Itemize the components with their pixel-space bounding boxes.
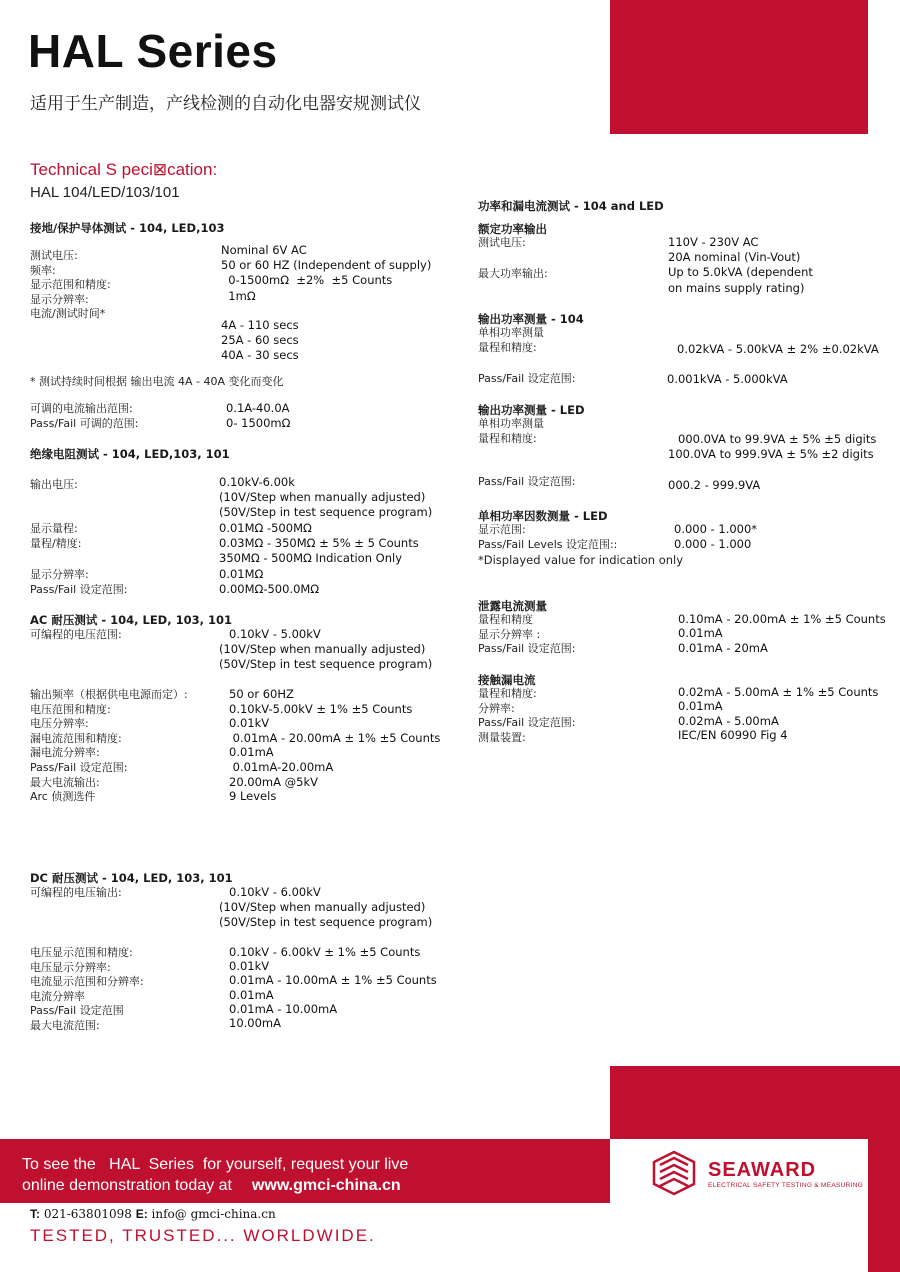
touch-value: 0.02mA - 5.00mA [678,713,779,728]
ac-prog-value: (50V/Step in test sequence program) [219,657,433,672]
power-leakage-heading: 功率和漏电流测试 - 104 and LED [478,199,664,213]
insulation-output-values [219,475,432,521]
power104-pf-label: Pass/Fail 设定范围: [478,372,576,385]
cta-text [22,1154,408,1196]
dc-value: 0.01mA - 10.00mA [229,1001,338,1016]
dc-prog-values [219,885,432,931]
ac-label: 最大电流输出: [30,775,100,789]
cta-line-1: To see the HAL Series for yourself, request your live [22,1156,409,1173]
powerled-value: 100.0VA to 999.9VA ± 5% ±2 digits [668,447,874,462]
page-subtitle: 适用于生产制造，产线检测的自动化电器安规测试仪 [30,94,421,114]
dc-prog-value: (50V/Step in test sequence program) [219,915,433,930]
tel-label: T: [30,1207,40,1221]
insulation-output-value: (50V/Step in test sequence program) [219,505,433,520]
ac-label: 漏电流范围和精度: [30,731,122,745]
dc-label: 电压显示分辨率: [30,960,111,974]
powerled-heading: 输出功率测量 - LED [478,403,585,417]
ac-prog-value: 0.10kV - 5.00kV [229,627,321,641]
touch-label: 分辨率: [478,701,515,715]
earth-value: 50 or 60 HZ (Independent of supply) [221,258,432,273]
dc-prog-value: 0.10kV - 6.00kV [229,885,321,899]
insulation-labels2 [30,568,127,597]
ac-label: 输出频率（根据供电电源而定）: [30,688,188,701]
earth-value: 1mΩ [221,288,256,303]
tagline: TESTED, TRUSTED... WORLDWIDE. [30,1226,376,1245]
powerled-label: 单相功率测量 [478,417,544,430]
powerled-pf-value: 000.2 - 999.9VA [668,478,761,492]
touch-label: Pass/Fail 设定范围: [478,716,576,730]
ac-value: 0.01mA - 20.00mA ± 1% ±5 Counts [229,730,441,745]
powerled-label: 量程和精度: [478,431,537,445]
touch-value: 0.01mA [678,699,723,714]
power104-value: 0.02kVA - 5.00kVA ± 2% ±0.02kVA [677,342,879,356]
earth-adj-values [226,401,290,431]
ac-value: 0.10kV-5.00kV ± 1% ±5 Counts [229,701,413,716]
powerled-value: 000.0VA to 99.9VA ± 5% ±5 digits [678,432,877,446]
earth-label: 频率: [30,263,56,277]
pfled-label: 显示范围: [478,523,526,536]
rated-label: 测试电压: [478,236,526,249]
touch-label: 测量装置: [478,730,526,744]
earth-label: 测试电压: [30,249,78,262]
earth-time: 4A - 110 secs [221,318,299,332]
leakage-values [678,612,886,655]
touch-label: 量程和精度: [478,687,537,700]
rated-value: 110V - 230V AC [668,235,759,249]
pfled-value: 0.000 - 1.000* [674,522,758,536]
leakage-heading: 泄露电流测量 [478,599,547,613]
dc-heading: DC 耐压测试 - 104, LED, 103, 101 [30,871,233,885]
dc-label: Pass/Fail 设定范围 [30,1004,124,1018]
earth-value: Nominal 6V AC [221,243,307,257]
insulation-values2 [219,567,319,597]
seaward-logo-icon [650,1150,698,1196]
leakage-value: 0.10mA - 20.00mA ± 1% ±5 Counts [678,612,886,626]
dc-prog-label: 可编程的电压输出: [30,886,122,899]
ac-label: 漏电流分辨率: [30,746,100,760]
header-red-block [610,0,868,134]
ac-label: 电压范围和精度: [30,702,111,716]
dc-labels [30,946,144,1034]
leakage-label: Pass/Fail 设定范围: [478,642,576,656]
pfled-labels [478,523,617,552]
insulation-heading: 绝缘电阻测试 - 104, LED,103, 101 [30,447,230,461]
dc-label: 电流分辨率 [30,989,85,1003]
cta-line-2-text: online demonstration today at [22,1177,232,1194]
powerled-values [668,432,876,462]
touch-value: IEC/EN 60990 Fig 4 [678,727,788,742]
earth-adj-label: 可调的电流输出范围: [30,402,133,415]
insulation-value: 0.01MΩ [219,567,264,581]
ac-label: Pass/Fail 设定范围: [30,760,128,774]
power104-labels [478,326,544,355]
email-label: E: [135,1207,148,1221]
earth-values [221,243,431,304]
insulation-label: Pass/Fail 设定范围: [30,582,128,596]
rated-values [668,235,813,296]
ac-label: 电压分辨率: [30,717,89,731]
insulation-values [219,521,419,567]
ac-heading: AC 耐压测试 - 104, LED, 103, 101 [30,613,232,627]
website-link[interactable]: www.gmci-china.cn [251,1177,401,1194]
dc-label: 电流显示范围和分辨率: [30,975,144,989]
ac-value: 50 or 60HZ [229,687,294,701]
earth-adj-value: 0.1A-40.0A [226,401,290,415]
pfled-note: *Displayed value for indication only [478,553,684,567]
touch-labels [478,687,575,745]
earth-label: 显示分辨率: [30,292,89,306]
leakage-label: 量程和精度 [478,613,533,626]
insulation-value: 0.00MΩ-500.0MΩ [219,582,320,597]
cta-line-2 [22,1175,408,1196]
powerled-pf-label: Pass/Fail 设定范围: [478,475,576,488]
dc-label: 电压显示范围和精度: [30,946,133,959]
leakage-value: 0.01mA [678,626,723,641]
logo-wordmark: SEAWARD [708,1159,817,1181]
email-address[interactable]: info@ gmci-china.cn [151,1207,276,1221]
leakage-value: 0.01mA - 20mA [678,640,768,655]
earth-labels [30,249,111,322]
ac-value: 20.00mA @5kV [229,774,318,789]
spec-title: Technical S peci⊠cation: [30,160,218,179]
rated-heading: 额定功率输出 [478,222,547,236]
rated-value: 20A nominal (Vin-Vout) [668,250,801,265]
power104-pf-value: 0.001kVA - 5.000kVA [667,372,788,386]
pfled-label: Pass/Fail Levels 设定范围:: [478,537,618,551]
earth-adj-value: 0- 1500mΩ [226,416,291,431]
powerled-labels [478,417,544,446]
footer-red-block-lower [868,1200,900,1272]
insulation-label: 显示量程: [30,522,78,535]
footer-red-block-upper [610,1066,900,1140]
rated-value: Up to 5.0kVA (dependent [668,265,813,280]
spec-models: HAL 104/LED/103/101 [30,184,180,201]
dc-value: 0.01mA - 10.00mA ± 1% ±5 Counts [229,973,437,988]
ac-prog-values [219,627,432,673]
pfled-value: 0.000 - 1.000 [674,537,752,552]
power104-heading: 输出功率测量 - 104 [478,312,584,326]
ac-prog-label: 可编程的电压范围: [30,628,122,641]
insulation-value: 0.03MΩ - 350MΩ ± 5% ± 5 Counts [219,536,419,551]
dc-value: 0.10kV - 6.00kV ± 1% ±5 Counts [229,945,421,959]
insulation-label: 量程/精度: [30,536,82,550]
insulation-output-value: (10V/Step when manually adjusted) [219,490,426,505]
earth-time: 40A - 30 secs [221,348,299,363]
ac-value: 9 Levels [229,789,277,804]
dc-label: 最大电流范围: [30,1018,100,1032]
insulation-labels [30,522,81,551]
ac-value: 0.01mA-20.00mA [229,759,334,774]
dc-value: 0.01mA [229,987,274,1002]
insulation-output-value: 0.10kV-6.00k [219,475,295,489]
dc-value: 10.00mA [229,1016,281,1031]
contact-line [30,1207,276,1221]
tel-number: 021-63801098 [43,1207,132,1221]
insulation-output-label: 输出电压: [30,478,78,491]
ac-label: Arc 侦测选件 [30,790,96,804]
ac-value: 0.01kV [229,716,270,731]
dc-value: 0.01kV [229,959,270,974]
earth-adj-labels [30,402,138,431]
earth-heading: 接地/保护导体测试 - 104, LED,103 [30,221,225,235]
leakage-label: 显示分辨率 : [478,627,541,641]
earth-label: 电流/测试时间* [30,307,106,321]
ac-labels [30,688,188,805]
power104-label: 单相功率测量 [478,326,544,339]
earth-note: * 测试持续时间根据 输出电流 4A - 40A 变化而变化 [30,375,284,388]
page-title: HAL Series [28,25,278,77]
rated-label: 最大功率输出: [478,267,548,280]
insulation-value: 0.01MΩ -500MΩ [219,521,312,535]
logo-subtitle: ELECTRICAL SAFETY TESTING & MEASURING [708,1182,864,1189]
touch-heading: 接触漏电流 [478,673,536,687]
dc-prog-value: (10V/Step when manually adjusted) [219,900,426,915]
touch-value: 0.02mA - 5.00mA ± 1% ±5 Counts [678,685,879,699]
insulation-label: 显示分辨率: [30,568,89,581]
ac-values [229,687,440,804]
pfled-values [674,522,757,552]
leakage-labels [478,613,575,657]
rated-value: on mains supply rating) [668,280,805,295]
earth-adj-label: Pass/Fail 可调的范围: [30,416,139,430]
ac-prog-value: (10V/Step when manually adjusted) [219,642,426,657]
earth-time: 25A - 60 secs [221,333,299,348]
earth-value: 0-1500mΩ ±2% ±5 Counts [221,273,393,288]
earth-label: 显示范围和精度: [30,278,111,292]
touch-values [678,685,878,742]
earth-times [221,318,299,364]
pfled-heading: 单相功率因数测量 - LED [478,509,608,523]
ac-value: 0.01mA [229,745,274,760]
power104-label: 量程和精度: [478,340,537,354]
insulation-value: 350MΩ - 500MΩ Indication Only [219,551,403,566]
dc-values [229,945,437,1030]
